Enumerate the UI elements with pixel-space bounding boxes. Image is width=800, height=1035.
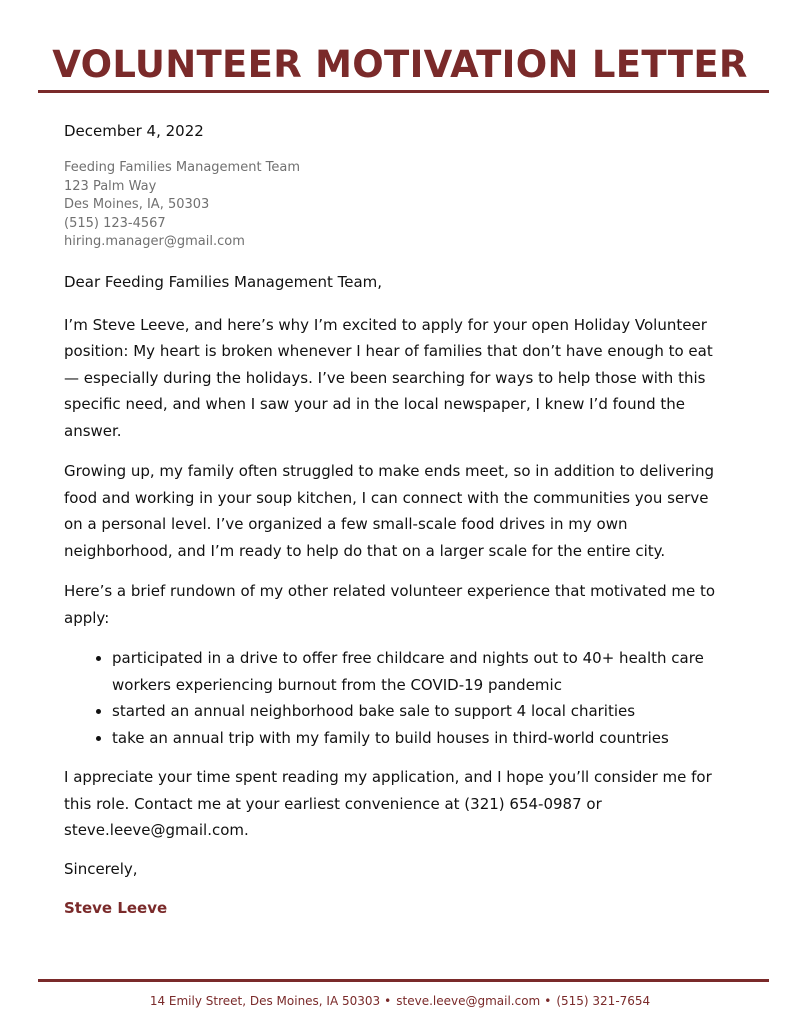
body-paragraph: Growing up, my family often struggled to make ends meet, so in addition to delivering food and working in your soup kitchen, I can connect with the communities you serve on a personal level. I’ve organized a few small-scale food drives in my own neighborhood, and I’m ready to help do that on a larger scale for the entire city.: [64, 462, 715, 560]
closing-paragraph: I appreciate your time spent reading my application, and I hope you’ll consider me for this role. Contact me at your earliest convenience at (321) 654-0987 or steve.leeve@gmail.com.: [64, 768, 712, 840]
recipient-block: [64, 159, 724, 252]
footer-separator: •: [384, 994, 392, 1008]
list-item: • participated in a drive to offer free childcare and nights out to 40+ health care workers experiencing burnout from the COVID-19 pandemic: [112, 645, 724, 698]
footer-address: 14 Emily Street, Des Moines, IA 50303: [149, 994, 381, 1008]
letter-body: [64, 121, 724, 919]
recipient-phone: (515) 123-4567: [64, 215, 166, 231]
top-divider: [38, 90, 769, 93]
bottom-divider: [38, 979, 769, 982]
salutation: Dear Feeding Families Management Team,: [64, 272, 383, 291]
recipient-street: 123 Palm Way: [64, 178, 157, 194]
footer-email: steve.leeve@gmail.com: [396, 994, 541, 1008]
list-item: • take an annual trip with my family to build houses in third-world countries: [112, 725, 724, 752]
letter-date: December 4, 2022: [64, 122, 204, 140]
experience-list: [64, 645, 724, 751]
footer-separator: •: [544, 994, 552, 1008]
closing: Sincerely,: [64, 859, 138, 878]
letter-title: VOLUNTEER MOTIVATION LETTER: [52, 43, 748, 86]
recipient-email: hiring.manager@gmail.com: [64, 234, 245, 250]
list-item: • started an annual neighborhood bake sale to support 4 local charities: [112, 698, 724, 725]
recipient-city: Des Moines, IA, 50303: [64, 197, 210, 213]
footer-contact: [0, 990, 800, 1012]
recipient-name: Feeding Families Management Team: [64, 160, 301, 175]
body-paragraph: I’m Steve Leeve, and here’s why I’m excited to apply for your open Holiday Volunteer position: My heart is broken whenever I hear of families that don’t have enough to eat — especially during the holidays. I’ve been searching for ways to help those with this specific need, and when I saw your ad in the local newspaper, I knew I’d found the answer.: [64, 315, 713, 440]
body-paragraph: Here’s a brief rundown of my other related volunteer experience that motivated me to apply:: [64, 582, 716, 627]
signature: Steve Leeve: [64, 898, 168, 917]
footer-phone: (515) 321-7654: [556, 994, 651, 1008]
